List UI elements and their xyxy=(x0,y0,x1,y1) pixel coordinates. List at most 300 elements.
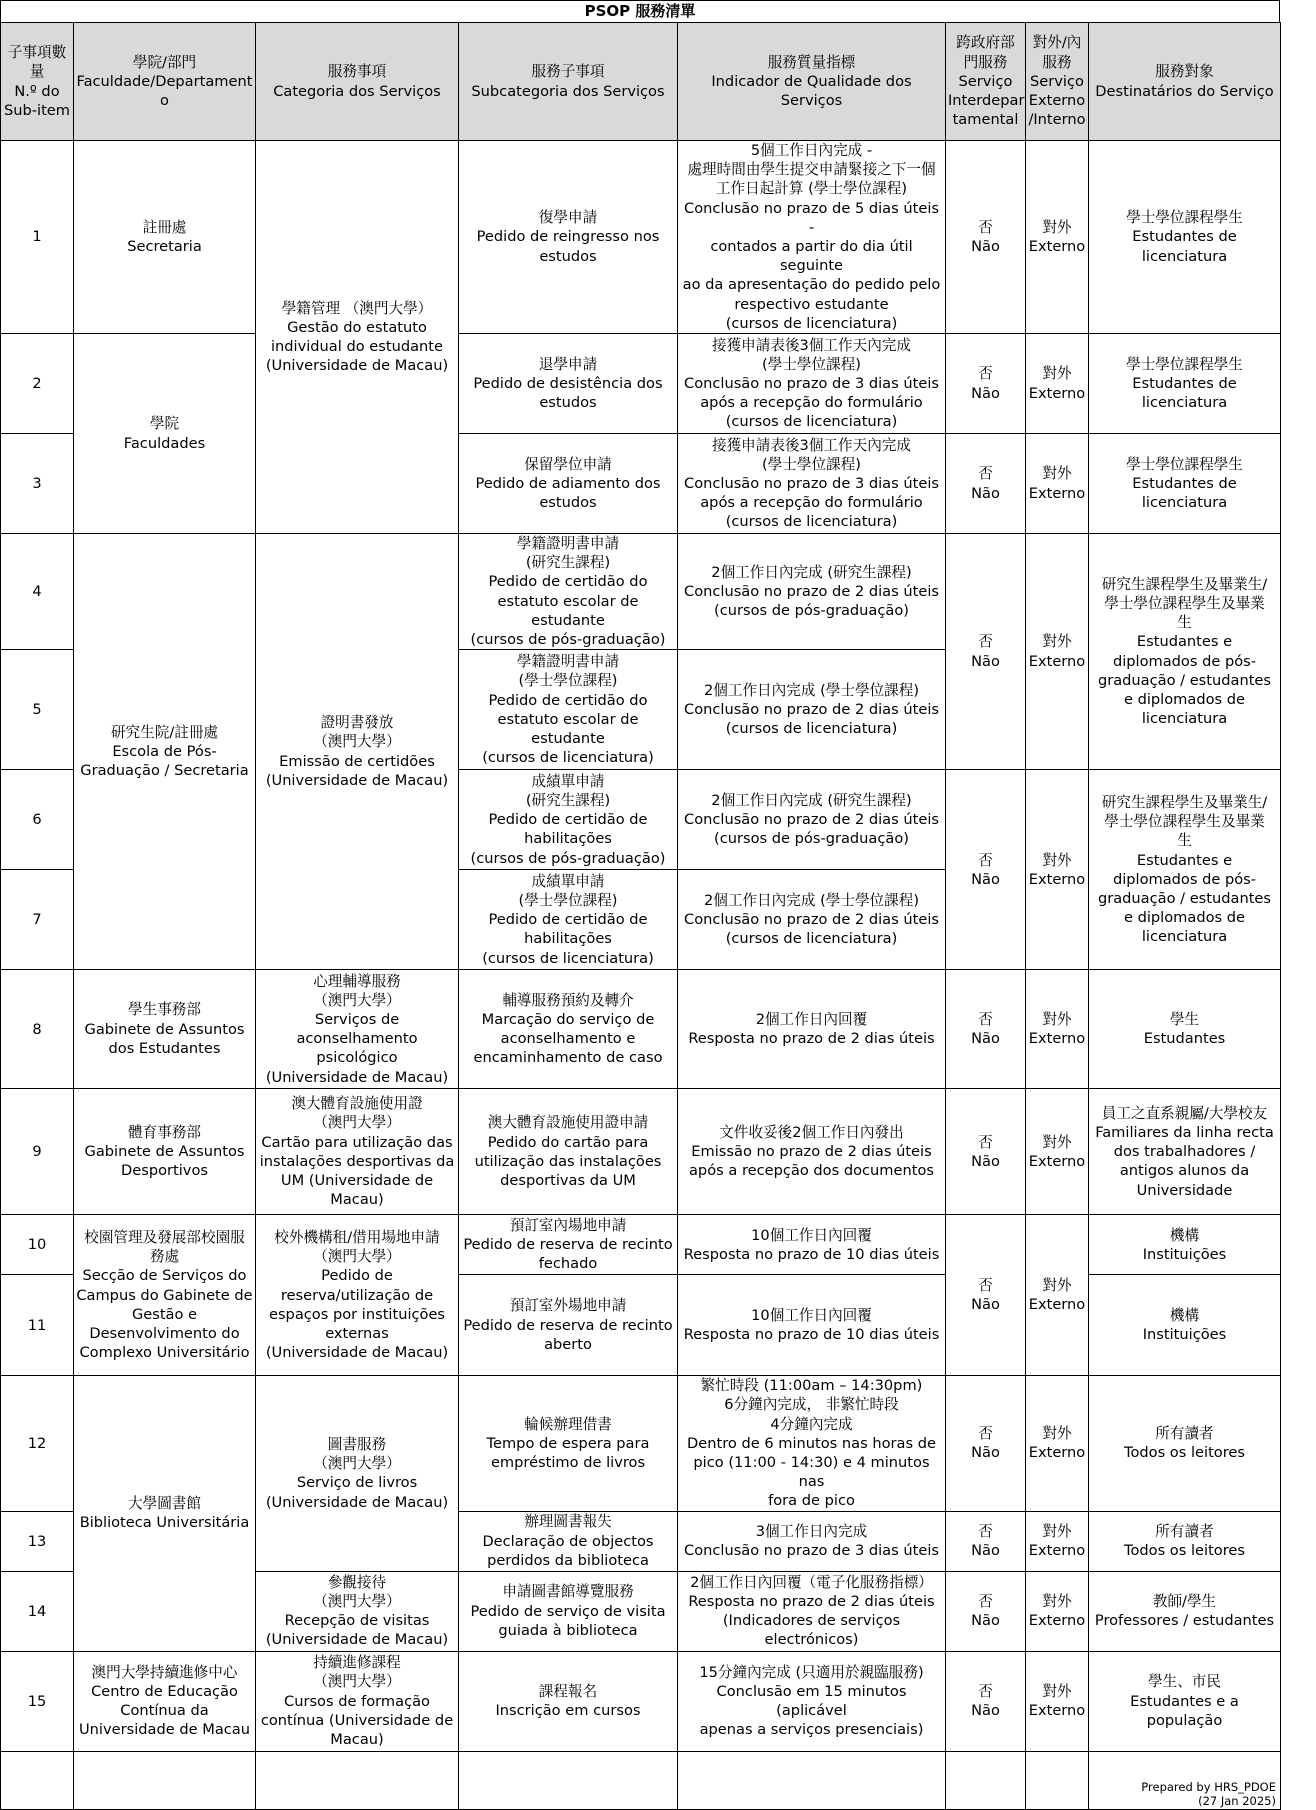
cell-text-line: 對外 xyxy=(1042,851,1072,869)
cell-text-line: 生 xyxy=(1177,832,1192,850)
category-cell xyxy=(256,1215,459,1376)
cell-text-line: licenciatura xyxy=(1141,710,1228,728)
cell-text-line: (cursos de licenciatura) xyxy=(725,314,898,332)
cell-text-line: (學士學位課程) xyxy=(762,355,861,373)
cell-text-line: Não xyxy=(971,652,1000,670)
cell-text-line: （澳門大學） xyxy=(313,1248,401,1266)
sub-item-no: 4 xyxy=(1,534,74,650)
cell-text-line: 量 xyxy=(29,63,45,81)
cell-text-line: Não xyxy=(971,238,1000,256)
recipients-cell xyxy=(1089,434,1281,534)
sub-item-no: 8 xyxy=(1,970,74,1089)
sub-item-no: 14 xyxy=(1,1571,74,1651)
cell-text-line: Não xyxy=(971,1702,1000,1720)
cell-text-line: Resposta no prazo de 10 dias úteis xyxy=(683,1326,940,1344)
interdepartmental-cell xyxy=(946,334,1026,434)
quality-indicator-cell xyxy=(678,534,946,650)
cell-text-line: externas xyxy=(325,1325,389,1343)
sub-item-no: 11 xyxy=(1,1275,74,1376)
cell-text-line: Subcategoria dos Serviços xyxy=(471,82,665,100)
cell-text-line: utilização das instalações xyxy=(474,1152,662,1170)
cell-text-line: Campus do Gabinete de xyxy=(76,1286,253,1304)
sub-item-no: 1 xyxy=(1,141,74,334)
cell-text-line: Estudantes de xyxy=(1132,374,1237,392)
cell-text-line: Não xyxy=(971,1030,1000,1048)
cell-text-line: (學士學位課程) xyxy=(762,455,861,473)
quality-indicator-cell xyxy=(678,1089,946,1215)
cell-text-line: Conclusão no prazo de 3 dias úteis xyxy=(684,474,939,492)
quality-indicator-cell xyxy=(678,141,946,334)
cell-text-line: guiada à biblioteca xyxy=(498,1621,638,1639)
quality-indicator-cell xyxy=(678,770,946,870)
sub-item-no: 6 xyxy=(1,770,74,870)
category-cell xyxy=(256,534,459,970)
cell-text-line: Secção de Serviços do xyxy=(82,1267,247,1285)
subcategory-cell xyxy=(459,770,678,870)
subcategory-cell xyxy=(459,1651,678,1751)
external-internal-cell xyxy=(1026,1089,1089,1215)
cell-text-line: 保留學位申請 xyxy=(524,455,612,473)
cell-text-line: 否 xyxy=(978,365,993,383)
cell-text-line: 參觀接待 xyxy=(327,1573,387,1591)
category-cell xyxy=(256,1571,459,1651)
quality-indicator-cell xyxy=(678,970,946,1089)
sub-item-no: 13 xyxy=(1,1511,74,1571)
cell-text-line: 研究生課程學生及畢業生/ xyxy=(1101,575,1268,593)
cell-text-line: (cursos de pós-graduação) xyxy=(714,830,909,848)
cell-text-line: （澳門大學） xyxy=(313,991,401,1009)
cell-text-line: Externo xyxy=(1028,870,1086,888)
cell-text-line: Faculdade/Departament xyxy=(76,72,253,90)
cell-text-line: Resposta no prazo de 10 dias úteis xyxy=(683,1245,940,1263)
cell-text-line: habilitações xyxy=(524,930,612,948)
cell-text-line: 所有讀者 xyxy=(1155,1425,1214,1443)
cell-text-line: 繁忙時段 (11:00am – 14:30pm) xyxy=(700,1377,923,1395)
cell-text-line: 學士學位課程學生 xyxy=(1126,355,1243,373)
sub-item-no: 5 xyxy=(1,650,74,770)
cell-text-line: Externo xyxy=(1028,92,1086,110)
cell-text-line: Pedido de reserva de recinto xyxy=(463,1316,673,1334)
cell-text-line: Pedido de certidão do xyxy=(488,691,648,709)
cell-text-line: Externo xyxy=(1028,384,1086,402)
cell-text-line: 對外 xyxy=(1042,1133,1072,1151)
cell-text-line: 服務質量指標 xyxy=(767,53,856,71)
subcategory-cell xyxy=(459,1376,678,1511)
cell-text-line: fora de pico xyxy=(768,1492,855,1510)
subcategory-cell xyxy=(459,1215,678,1275)
cell-text-line: (cursos de pós-graduação) xyxy=(714,602,909,620)
quality-indicator-cell xyxy=(678,1275,946,1376)
cell-text-line: 服務對象 xyxy=(1155,63,1214,81)
cell-text-line: 文件收妥後2個工作日內發出 xyxy=(719,1123,904,1141)
cell-text-line: empréstimo de livros xyxy=(490,1454,646,1472)
external-internal-cell xyxy=(1026,1215,1089,1376)
cell-text-line: Não xyxy=(971,1296,1000,1314)
recipients-cell xyxy=(1089,1571,1281,1651)
cell-text-line: Estudantes xyxy=(1143,1030,1226,1048)
cell-text-line: （澳門大學） xyxy=(313,1592,401,1610)
cell-text-line: 課程報名 xyxy=(538,1682,598,1700)
cell-text-line: Não xyxy=(971,1152,1000,1170)
blank-cell xyxy=(1,1751,74,1809)
table-row xyxy=(1,970,1281,1089)
cell-text-line: 否 xyxy=(978,851,993,869)
cell-text-line: 成績單申請 xyxy=(531,872,605,890)
cell-text-line: (Universidade de Macau) xyxy=(265,1344,449,1362)
department-cell xyxy=(74,1089,256,1215)
cell-text-line: 機構 xyxy=(1169,1307,1200,1325)
cell-text-line: 否 xyxy=(978,1592,993,1610)
cell-text-line: Conclusão no prazo de 2 dias úteis xyxy=(684,583,939,601)
header-interdepartmental xyxy=(946,23,1026,141)
cell-text-line: 校園管理及發展部校園服 xyxy=(84,1229,245,1247)
cell-text-line: 否 xyxy=(978,465,993,483)
cell-text-line: respectivo estudante xyxy=(734,295,889,313)
cell-text-line: 學籍證明書申請 xyxy=(516,535,620,553)
cell-text-line: Interdepar xyxy=(948,92,1025,110)
cell-text-line: Gabinete de Assuntos xyxy=(84,1020,245,1038)
cell-text-line: após a recepção do formulário xyxy=(700,494,923,512)
cell-text-line: Desenvolvimento do xyxy=(89,1325,240,1343)
cell-text-line: (cursos de licenciatura) xyxy=(725,720,898,738)
cell-text-line: 接獲申請表後3個工作天內完成 xyxy=(711,436,911,454)
cell-text-line: Universidade xyxy=(1136,1181,1233,1199)
cell-text-line: 學士學位課程學生及畢業 xyxy=(1104,813,1265,831)
cell-text-line: dos trabalhadores / xyxy=(1113,1143,1256,1161)
cell-text-line: Biblioteca Universitária xyxy=(79,1514,250,1532)
department-cell xyxy=(74,334,256,534)
recipients-cell xyxy=(1089,1275,1281,1376)
cell-text-line: （澳門大學） xyxy=(313,1673,401,1691)
cell-text-line: 否 xyxy=(978,1522,993,1540)
subcategory-cell xyxy=(459,1089,678,1215)
cell-text-line: licenciatura xyxy=(1141,928,1228,946)
header-quality-indicator xyxy=(678,23,946,141)
cell-text-line: 2個工作日內回覆 xyxy=(755,1011,868,1029)
cell-text-line: após a recepção do formulário xyxy=(700,394,923,412)
cell-text-line: (cursos de pós-graduação) xyxy=(470,849,666,867)
cell-text-line: graduação / estudantes xyxy=(1097,671,1272,689)
cell-text-line: individual do estudante xyxy=(270,338,443,356)
cell-text-line: 持續進修課程 xyxy=(313,1654,401,1672)
cell-text-line: Estudantes de xyxy=(1132,474,1237,492)
category-cell xyxy=(256,1651,459,1751)
cell-text-line: 處理時間由學生提交申請緊接之下一個 xyxy=(687,161,936,179)
cell-text-line: UM (Universidade de xyxy=(280,1171,434,1189)
cell-text-line: 證明書發放 xyxy=(320,714,394,732)
cell-text-line: 對外 xyxy=(1042,365,1072,383)
subcategory-cell xyxy=(459,1571,678,1651)
cell-text-line: 學士學位課程學生 xyxy=(1126,455,1243,473)
cell-text-line: Marcação do serviço de xyxy=(481,1011,655,1029)
cell-text-line: Conclusão no prazo de 2 dias úteis xyxy=(684,811,939,829)
cell-text-line: encaminhamento de caso xyxy=(473,1049,663,1067)
cell-text-line: N.º do xyxy=(14,82,60,100)
cell-text-line: 接獲申請表後3個工作天內完成 xyxy=(711,336,911,354)
cell-text-line: Externo xyxy=(1028,1542,1086,1560)
category-cell xyxy=(256,141,459,534)
blank-cell xyxy=(1026,1751,1089,1809)
table-row xyxy=(1,534,1281,650)
cell-text-line: contados a partir do dia útil seguinte xyxy=(710,238,913,275)
cell-text-line: Conclusão no prazo de 5 dias úteis - xyxy=(684,199,939,236)
cell-text-line: 退學申請 xyxy=(538,355,598,373)
cell-text-line: Estudantes e xyxy=(1136,633,1233,651)
cell-text-line: 子事項數 xyxy=(7,44,67,62)
cell-text-line: diplomados de pós- xyxy=(1112,652,1257,670)
cell-text-line: 否 xyxy=(978,633,993,651)
external-internal-cell xyxy=(1026,1511,1089,1571)
cell-text-line: 4分鐘內完成 xyxy=(770,1415,853,1433)
cell-text-line: aconselhamento psicológico xyxy=(296,1030,418,1067)
recipients-cell xyxy=(1089,970,1281,1089)
cell-text-line: 學士學位課程學生 xyxy=(1126,209,1243,227)
interdepartmental-cell xyxy=(946,141,1026,334)
cell-text-line: 申請圖書館導覽服務 xyxy=(502,1583,634,1601)
cell-text-line: aberto xyxy=(544,1335,592,1353)
cell-text-line: Pedido de serviço de visita xyxy=(470,1602,666,1620)
cell-text-line: Externo xyxy=(1028,1030,1086,1048)
cell-text-line: Serviço de livros xyxy=(296,1474,418,1492)
cell-text-line: Externo xyxy=(1028,484,1086,502)
category-cell xyxy=(256,1089,459,1215)
cell-text-line: graduação / estudantes xyxy=(1097,889,1272,907)
interdepartmental-cell xyxy=(946,434,1026,534)
table-row xyxy=(1,1215,1281,1275)
cell-text-line: 學生事務部 xyxy=(128,1001,201,1019)
subcategory-cell xyxy=(459,434,678,534)
cell-text-line: 務處 xyxy=(149,1248,180,1266)
recipients-cell xyxy=(1089,1376,1281,1511)
cell-text-line: 圖書服務 xyxy=(327,1436,387,1454)
cell-text-line: Conclusão no prazo de 2 dias úteis xyxy=(684,701,939,719)
quality-indicator-cell xyxy=(678,1571,946,1651)
interdepartmental-cell xyxy=(946,970,1026,1089)
cell-text-line: 2個工作日內完成 (學士學位課程) xyxy=(703,891,920,909)
cell-text-line: Externo xyxy=(1028,238,1086,256)
cell-text-line: 2個工作日內完成 (研究生課程) xyxy=(711,791,912,809)
cell-text-line: Universidade de Macau xyxy=(79,1721,250,1739)
cell-text-line: 學院 xyxy=(149,415,180,433)
cell-text-line: 5個工作日內完成 - xyxy=(750,142,873,159)
recipients-cell xyxy=(1089,141,1281,334)
cell-text-line: licenciatura xyxy=(1141,394,1228,412)
cell-text-line: Emissão de certidões xyxy=(279,752,435,770)
cell-text-line: 3個工作日內完成 xyxy=(755,1522,868,1540)
cell-text-line: Conclusão no prazo de 3 dias úteis xyxy=(684,374,939,392)
cell-text-line: Estudantes e a população xyxy=(1130,1692,1239,1729)
cell-text-line: Estudantes de xyxy=(1132,228,1237,246)
subcategory-cell xyxy=(459,534,678,650)
cell-text-line: Dentro de 6 minutos nas horas de xyxy=(687,1434,936,1452)
interdepartmental-cell xyxy=(946,1651,1026,1751)
header-recipients xyxy=(1089,23,1281,141)
subcategory-cell xyxy=(459,1275,678,1376)
cell-text-line: o xyxy=(160,92,169,110)
table-row xyxy=(1,141,1281,334)
cell-text-line: 對外 xyxy=(1042,1592,1072,1610)
cell-text-line: Resposta no prazo de 2 dias úteis xyxy=(688,1592,935,1610)
cell-text-line: diplomados de pós- xyxy=(1112,870,1257,888)
cell-text-line: 對外 xyxy=(1042,465,1072,483)
cell-text-line: Externo xyxy=(1028,1152,1086,1170)
cell-text-line: Conclusão no prazo de 2 dias úteis xyxy=(684,911,939,929)
cell-text-line: 輔導服務預約及轉介 xyxy=(502,991,634,1009)
cell-text-line: 澳大體育設施使用證 xyxy=(291,1095,423,1113)
prepared-date: (27 Jan 2025) xyxy=(1198,1793,1276,1808)
cell-text-line: Conclusão em 15 minutos (aplicável xyxy=(716,1682,907,1720)
sub-item-no: 15 xyxy=(1,1651,74,1751)
cell-text-line: Externo xyxy=(1028,1702,1086,1720)
cell-text-line: estudos xyxy=(539,494,597,512)
cell-text-line: 否 xyxy=(978,1277,993,1295)
external-internal-cell xyxy=(1026,141,1089,334)
cell-text-line: Não xyxy=(971,384,1000,402)
cell-text-line: 大學圖書館 xyxy=(128,1495,201,1513)
cell-text-line: 對外 xyxy=(1042,633,1072,651)
cell-text-line: Familiares da linha recta xyxy=(1095,1123,1274,1141)
cell-text-line: Pedido de reingresso nos xyxy=(476,228,660,246)
subcategory-cell xyxy=(459,141,678,334)
cell-text-line: perdidos da biblioteca xyxy=(487,1551,649,1569)
cell-text-line: Instituições xyxy=(1142,1245,1227,1263)
cell-text-line: (Universidade de Macau) xyxy=(265,1068,449,1086)
cell-text-line: Macau) xyxy=(330,1191,384,1209)
cell-text-line: apenas a serviços presenciais) xyxy=(699,1721,924,1739)
quality-indicator-cell xyxy=(678,1376,946,1511)
sub-item-no: 9 xyxy=(1,1089,74,1215)
cell-text-line: 對外 xyxy=(1042,1277,1072,1295)
cell-text-line: 對外 xyxy=(1042,1425,1072,1443)
interdepartmental-cell xyxy=(946,770,1026,970)
cell-text-line: Graduação / Secretaria xyxy=(80,762,249,780)
table-row xyxy=(1,334,1281,434)
cell-text-line: espaços por instituições xyxy=(268,1305,446,1323)
cell-text-line: 2個工作日內回覆（電子化服務指標） xyxy=(690,1573,933,1591)
cell-text-line: Pedido de xyxy=(321,1267,393,1285)
cell-text-line: Resposta no prazo de 2 dias úteis xyxy=(688,1030,935,1048)
cell-text-line: após a recepção dos documentos xyxy=(688,1162,934,1180)
cell-text-line: Emissão no prazo de 2 dias úteis xyxy=(691,1143,932,1161)
cell-text-line: 學籍管理 （澳門大學） xyxy=(281,299,433,317)
cell-text-line: 學籍證明書申請 xyxy=(516,653,620,671)
cell-text-line: (Universidade de Macau) xyxy=(265,1493,449,1511)
cell-text-line: habilitações xyxy=(524,830,612,848)
category-cell xyxy=(256,970,459,1089)
cell-text-line: Pedido de desistência dos xyxy=(473,374,663,392)
cell-text-line: Não xyxy=(971,484,1000,502)
cell-text-line: 10個工作日內回覆 xyxy=(751,1307,872,1325)
cell-text-line: desportivas da UM xyxy=(500,1171,636,1189)
cell-text-line: Inscrição em cursos xyxy=(495,1702,641,1720)
cell-text-line: 否 xyxy=(978,1011,993,1029)
cell-text-line: 對外 xyxy=(1042,1682,1072,1700)
cell-text-line: 否 xyxy=(978,218,993,236)
recipients-cell xyxy=(1089,1215,1281,1275)
subcategory-cell xyxy=(459,870,678,970)
cell-text-line: Serviço xyxy=(1030,72,1084,90)
department-cell xyxy=(74,141,256,334)
recipients-cell xyxy=(1089,1651,1281,1751)
department-cell xyxy=(74,970,256,1089)
table-row xyxy=(1,1376,1281,1511)
cell-text-line: （澳門大學） xyxy=(313,1455,401,1473)
cell-text-line: 10個工作日內回覆 xyxy=(751,1226,872,1244)
quality-indicator-cell xyxy=(678,1511,946,1571)
cell-text-line: Macau) xyxy=(330,1730,384,1748)
header-department xyxy=(74,23,256,141)
cell-text-line: 心理輔導服務 xyxy=(313,972,401,990)
cell-text-line: 2個工作日內完成 (學士學位課程) xyxy=(703,681,920,699)
prepared-by: Prepared by HRS_PDOE xyxy=(1141,1779,1276,1794)
interdepartmental-cell xyxy=(946,1511,1026,1571)
interdepartmental-cell xyxy=(946,1089,1026,1215)
external-internal-cell xyxy=(1026,434,1089,534)
cell-text-line: 服務 xyxy=(1042,53,1072,71)
cell-text-line: Conclusão no prazo de 3 dias úteis xyxy=(684,1542,939,1560)
footer-row xyxy=(1,1751,1281,1809)
subcategory-cell xyxy=(459,334,678,434)
cell-text-line: estudos xyxy=(539,247,597,265)
cell-text-line: aconselhamento e xyxy=(500,1030,636,1048)
cell-text-line: Não xyxy=(971,1542,1000,1560)
cell-text-line: (學士學位課程) xyxy=(518,672,618,690)
cell-text-line: (Universidade de Macau) xyxy=(265,1631,449,1649)
cell-text-line: Sub-item xyxy=(3,101,70,119)
cell-text-line: Não xyxy=(971,1444,1000,1462)
cell-text-line: 學士學位課程學生及畢業 xyxy=(1104,595,1265,613)
cell-text-line: 學院/部門 xyxy=(132,53,197,71)
cell-text-line: contínua (Universidade de xyxy=(260,1711,454,1729)
department-cell xyxy=(74,1376,256,1651)
cell-text-line: Pedido de adiamento dos xyxy=(475,474,661,492)
recipients-cell xyxy=(1089,1089,1281,1215)
cell-text-line: Gestão e xyxy=(131,1305,198,1323)
external-internal-cell xyxy=(1026,1571,1089,1651)
blank-cell xyxy=(946,1751,1026,1809)
cell-text-line: 機構 xyxy=(1169,1226,1200,1244)
cell-text-line: 門服務 xyxy=(963,53,1008,71)
cell-text-line: Escola de Pós- xyxy=(112,743,217,761)
header-category xyxy=(256,23,459,141)
external-internal-cell xyxy=(1026,770,1089,970)
cell-text-line: (cursos de licenciatura) xyxy=(482,749,654,767)
cell-text-line: 15分鐘內完成 (只適用於親臨服務) xyxy=(699,1663,924,1681)
cell-text-line: reserva/utilização de xyxy=(280,1286,434,1304)
cell-text-line: Centro de Educação xyxy=(91,1682,238,1700)
cell-text-line: 工作日起計算 (學士學位課程) xyxy=(715,180,908,198)
cell-text-line: estudos xyxy=(539,394,597,412)
cell-text-line: Externo xyxy=(1028,1612,1086,1630)
cell-text-line: licenciatura xyxy=(1141,494,1228,512)
quality-indicator-cell xyxy=(678,1651,946,1751)
cell-text-line: (cursos de licenciatura) xyxy=(725,513,898,531)
cell-text-line: (Universidade de Macau) xyxy=(265,357,449,375)
cell-text-line: Professores / estudantes xyxy=(1094,1612,1275,1630)
external-internal-cell xyxy=(1026,970,1089,1089)
table-row xyxy=(1,1089,1281,1215)
sub-item-no: 10 xyxy=(1,1215,74,1275)
cell-text-line: 所有讀者 xyxy=(1155,1522,1214,1540)
cell-text-line: 澳門大學持續進修中心 xyxy=(91,1663,238,1681)
cell-text-line: e diplomados de xyxy=(1123,909,1246,927)
sub-item-no: 2 xyxy=(1,334,74,434)
cell-text-line: 成績單申請 xyxy=(531,772,605,790)
cell-text-line: (學士學位課程) xyxy=(518,891,618,909)
cell-text-line: 辦理圖書報失 xyxy=(524,1513,612,1531)
cell-text-line: (Indicadores de serviços electrónicos) xyxy=(722,1612,901,1649)
cell-text-line: （澳門大學） xyxy=(313,1114,401,1132)
